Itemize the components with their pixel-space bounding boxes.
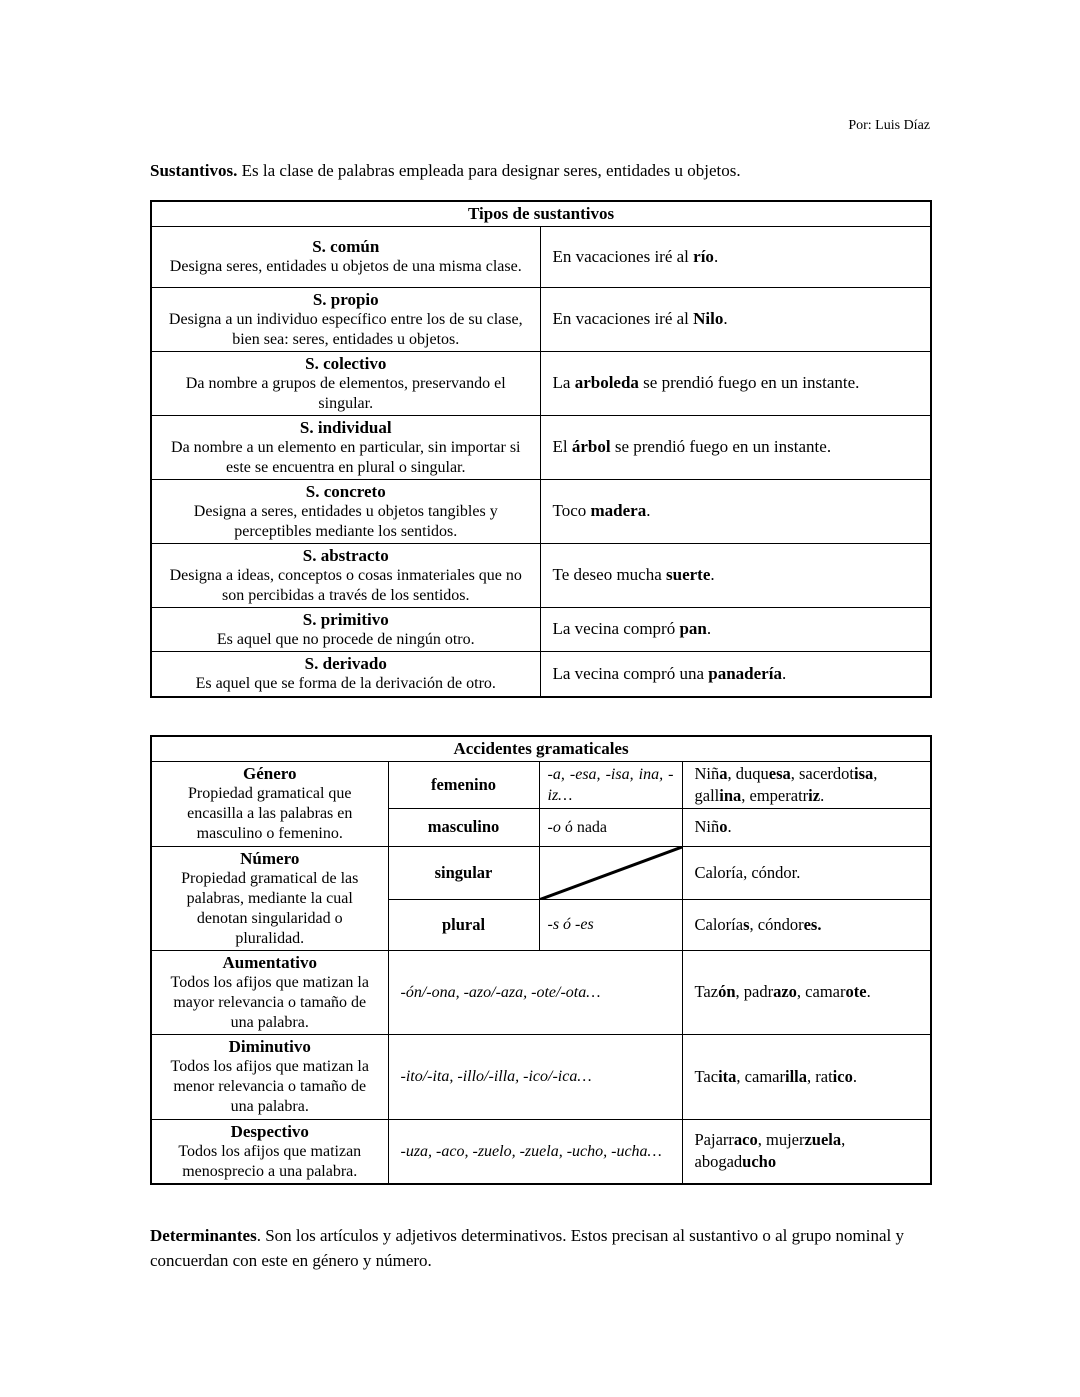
row-title: S. primitivo: [302, 609, 389, 629]
table-row: [151, 543, 931, 607]
table-row: [151, 761, 931, 808]
cell-example: La arboleda se prendió fuego en un instante.: [540, 351, 931, 415]
table-row: [151, 1034, 931, 1119]
cell-s-individual: [151, 415, 540, 479]
row-title: Despectivo: [230, 1121, 309, 1141]
table1-title: Tipos de sustantivos: [151, 201, 931, 226]
row-title: Diminutivo: [228, 1037, 311, 1056]
byline: Por: Luis Díaz: [848, 118, 930, 133]
table-row: [151, 415, 931, 479]
row-desc: Propiedad gramatical de las palabras, mediante la cual denotan singularidad o pluralidad.: [181, 869, 359, 947]
cell-s-comun: [151, 226, 540, 287]
cell-femenino-examples: Niña, duquesa, sacerdotisa, gallina, emperatriz.: [682, 761, 931, 808]
row-title: S. concreto: [305, 481, 386, 501]
row-desc: Da nombre a grupos de elementos, preservando el singular.: [185, 374, 506, 412]
cell-singular-examples: Caloría, cóndor.: [682, 846, 931, 900]
row-desc: Es aquel que se forma de la derivación de otro.: [195, 675, 496, 693]
cell-femenino-label: femenino: [388, 761, 539, 808]
cell-s-propio: [151, 287, 540, 351]
table2-title: Accidentes gramaticales: [151, 736, 931, 761]
row-desc: Designa a un individuo específico entre los de su clase, bien sea: seres, entidades u objetos.: [168, 310, 523, 348]
cell-singular-suffixes-empty: [539, 846, 682, 900]
row-title: S. propio: [312, 289, 379, 309]
cell-plural-label: plural: [388, 900, 539, 951]
cell-s-concreto: [151, 479, 540, 543]
cell-example: En vacaciones iré al Nilo.: [540, 287, 931, 351]
cell-diminutivo-examples: Tacita, camarilla, ratico.: [682, 1034, 931, 1119]
row-title: Aumentativo: [222, 952, 317, 972]
table-row: [151, 607, 931, 651]
row-desc: Propiedad gramatical que encasilla a las palabras en masculino o femenino.: [187, 785, 353, 842]
row-title: S. colectivo: [305, 353, 387, 373]
determinantes-paragraph: Determinantes. Son los artículos y adjetivos determinativos. Estos precisan al sustantivo o al grupo nominal y concuerdan con este en género y número.: [150, 1226, 905, 1270]
cell-genero: [151, 761, 388, 846]
cell-masculino-examples: Niño.: [682, 808, 931, 846]
page-content: [150, 0, 930, 1273]
row-desc: Todos los afijos que matizan la menor relevancia o tamaño de una palabra.: [170, 1058, 369, 1115]
table-row: [151, 351, 931, 415]
cell-example: En vacaciones iré al río.: [540, 226, 931, 287]
cell-example: Toco madera.: [540, 479, 931, 543]
table-row: [151, 846, 931, 900]
cell-masculino-label: masculino: [388, 808, 539, 846]
cell-example: La vecina compró una panadería.: [540, 651, 931, 697]
cell-despectivo: [151, 1119, 388, 1184]
row-desc: Designa a ideas, conceptos o cosas inmateriales que no son percibidas a través de los sentidos.: [169, 566, 522, 604]
cell-singular-label: singular: [388, 846, 539, 900]
row-desc: Todos los afijos que matizan menosprecio a una palabra.: [178, 1142, 362, 1180]
row-desc: Da nombre a un elemento en particular, sin importar si este se encuentra en plural o singular.: [171, 438, 521, 476]
cell-example: La vecina compró pan.: [540, 607, 931, 651]
cell-s-primitivo: [151, 607, 540, 651]
table-row: [151, 950, 931, 1034]
row-title: S. abstracto: [302, 545, 389, 565]
cell-diminutivo: [151, 1034, 388, 1119]
cell-diminutivo-suffixes: -ito/-ita, -illo/-illa, -ico/-ica…: [388, 1034, 682, 1119]
row-title: S. derivado: [304, 654, 387, 674]
cell-plural-suffixes: -s ó -es: [539, 900, 682, 951]
cell-example: Te deseo mucha suerte.: [540, 543, 931, 607]
intro-paragraph: Sustantivos. Es la clase de palabras empleada para designar seres, entidades u objetos.: [150, 161, 741, 180]
table1-header-row: [151, 201, 931, 226]
cell-masculino-suffixes: -o ó nada: [539, 808, 682, 846]
cell-numero: [151, 846, 388, 950]
cell-femenino-suffixes: -a, -esa, -isa, ina, -iz…: [539, 761, 682, 808]
table-row: [151, 479, 931, 543]
cell-s-colectivo: [151, 351, 540, 415]
diagonal-strike-line: [540, 847, 682, 900]
table2-header-row: [151, 736, 931, 761]
row-desc: Designa seres, entidades u objetos de una misma clase.: [169, 258, 522, 275]
cell-despectivo-suffixes: -uza, -aco, -zuelo, -zuela, -ucho, -ucha…: [388, 1119, 682, 1184]
table-row: [151, 1119, 931, 1184]
row-desc: Es aquel que no procede de ningún otro.: [216, 630, 475, 648]
cell-plural-examples: Calorías, cóndores.: [682, 900, 931, 951]
cell-despectivo-examples: Pajarraco, mujerzuela, abogaducho: [682, 1119, 931, 1184]
table-row: [151, 287, 931, 351]
cell-example: El árbol se prendió fuego en un instante.: [540, 415, 931, 479]
row-title: Número: [240, 848, 300, 868]
cell-aumentativo: [151, 950, 388, 1034]
table-row: [151, 651, 931, 697]
row-title: S. común: [312, 237, 380, 256]
table-tipos-de-sustantivos: [150, 200, 932, 698]
row-title: S. individual: [299, 417, 392, 437]
row-desc: Designa a seres, entidades u objetos tangibles y perceptibles mediante los sentidos.: [193, 502, 498, 540]
cell-s-derivado: [151, 651, 540, 697]
cell-s-abstracto: [151, 543, 540, 607]
table-accidentes-gramaticales: [150, 735, 932, 1185]
row-title: Género: [242, 764, 297, 783]
row-desc: Todos los afijos que matizan la mayor relevancia o tamaño de una palabra.: [170, 973, 369, 1031]
table-row: [151, 226, 931, 287]
cell-aumentativo-examples: Tazón, padrazo, camarote.: [682, 950, 931, 1034]
cell-aumentativo-suffixes: -ón/-ona, -azo/-aza, -ote/-ota…: [388, 950, 682, 1034]
